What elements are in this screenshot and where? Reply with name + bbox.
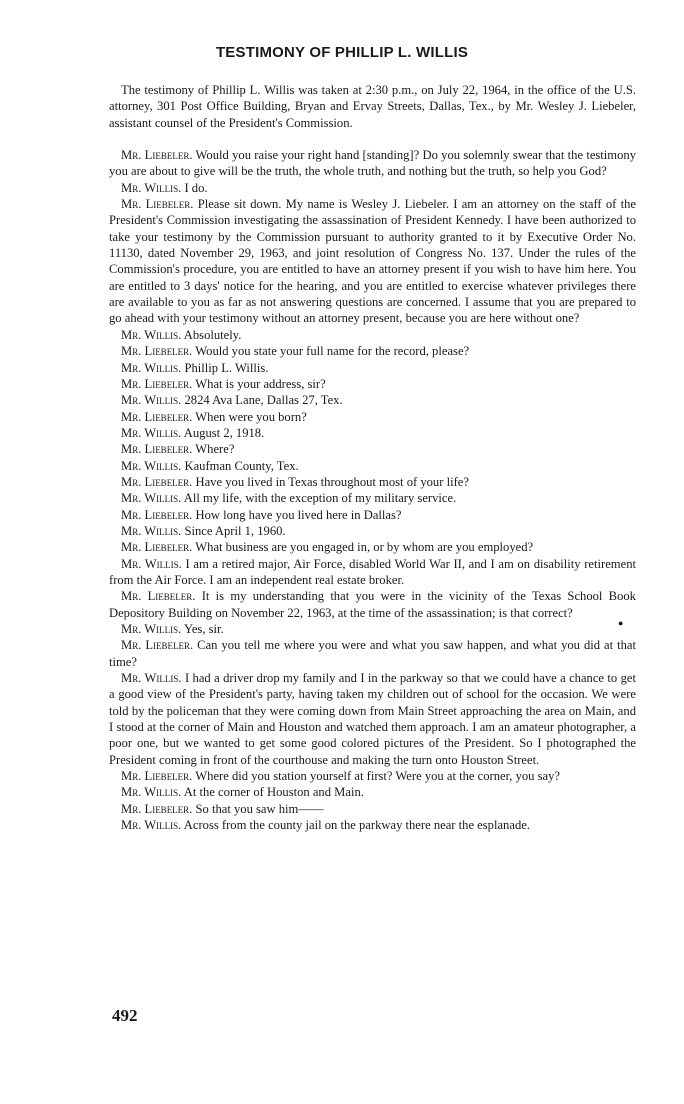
speaker-label: Mr. Liebeler. [121,589,196,604]
stray-mark: ● [618,618,624,628]
testimony-paragraph [109,670,636,768]
testimony-paragraph [109,392,636,408]
testimony-paragraph [109,441,636,457]
testimony-paragraph [109,343,636,359]
testimony-paragraph [109,425,636,441]
speaker-label: Mr. Willis. [121,327,182,342]
testimony-paragraph [109,147,636,180]
testimony-text: So that you saw him—— [195,801,324,816]
page-number: 492 [112,1006,138,1025]
testimony-paragraph [109,556,636,589]
testimony-paragraph [109,458,636,474]
testimony-text: Where? [195,442,235,457]
testimony-text: What is your address, sir? [195,376,326,391]
speaker-label: Mr. Liebeler. [121,197,194,212]
testimony-text: Would you state your full name for the record, please? [195,344,470,359]
speaker-label: Mr. Liebeler. [121,801,193,816]
testimony-paragraph [109,490,636,506]
testimony-text: Can you tell me where you were and what you saw happen, and what you did at that time? [109,638,636,669]
speaker-label: Mr. Liebeler. [121,148,193,163]
testimony-paragraph [109,817,636,833]
intro-paragraph: The testimony of Phillip L. Willis was taken at 2:30 p.m., on July 22, 1964, in the office of the U.S. attorney, 301 Post Office Building, Bryan and Ervay Streets, Dallas, Tex., by Mr. Wesley J. Liebeler, assistant counsel of the President's Commission. [109,83,636,130]
speaker-label: Mr. Willis. [121,523,182,538]
page-title: TESTIMONY OF PHILLIP L. WILLIS [215,44,469,61]
testimony-text: Would you raise your right hand [standing]? Do you solemnly swear that the testimony you are about to give will be the truth, the whole truth, and nothing but the truth, so help you God? [109,148,636,179]
testimony-text: When were you born? [195,409,307,424]
speaker-label: Mr. Liebeler. [121,474,193,489]
testimony-text: Yes, sir. [184,622,224,636]
speaker-label: Mr. Liebeler. [121,409,193,424]
testimony-paragraph [109,588,636,621]
testimony-body [109,82,636,833]
speaker-label: Mr. Willis. [121,458,182,473]
testimony-text: At the corner of Houston and Main. [183,785,364,800]
speaker-label: Mr. Willis. [121,671,182,686]
testimony-text: I had a driver drop my family and I in the parkway so that we could have a chance to get a good view of the President's party, having taken my children out of school for the occasion. We were told by the policeman that they were coming down from Main Street approaching the area on Main, and I stood at the corner of Main and Houston and watched them approach. I am an amateur photographer, a poor one, but we wanted to get some good colored pictures of the President. So I photographed the President coming in front of the courthouse and making the turn onto Houston Street. [109,671,636,767]
speaker-label: Mr. Willis. [121,180,182,195]
testimony-text: Please sit down. My name is Wesley J. Liebeler. I am an attorney on the staff of the President's Commission investigating the assassination of President Kennedy. I have been authorized to take your testimony by the Commission pursuant to authority granted to it by Executive Order No. 11130, dated November 29, 1963, and joint resolution of Congress No. 137. Under the rules of the Commission's procedure, you are entitled to have an attorney present if you wish to have him here. You are entitled to 3 days' notice for the hearing, and you are entitled to exercise whatever privileges there are available to you as far as not answering questions are concerned. I assume that you are prepared to go ahead with your testimony without an attorney present, because you are here without one? [109,197,636,326]
testimony-paragraph [109,523,636,539]
testimony-paragraph [109,539,636,555]
testimony-text: What business are you engaged in, or by whom are you employed? [195,540,534,555]
speaker-label: Mr. Liebeler. [121,638,194,653]
speaker-label: Mr. Liebeler. [121,769,193,784]
testimony-text: Kaufman County, Tex. [184,458,299,473]
testimony-text: August 2, 1918. [183,425,265,440]
exchange-list [109,147,636,833]
testimony-paragraph [109,801,636,817]
testimony-paragraph [109,768,636,784]
testimony-text: I do. [184,180,208,195]
speaker-label: Mr. Willis. [121,785,182,800]
testimony-text: All my life, with the exception of my military service. [183,491,457,506]
speaker-label: Mr. Willis. [121,393,182,408]
speaker-label: Mr. Liebeler. [121,344,193,359]
speaker-label: Mr. Willis. [121,556,182,571]
testimony-paragraph [109,327,636,343]
testimony-paragraph [109,621,636,637]
testimony-text: Where did you station yourself at first? Were you at the corner, you say? [195,769,561,784]
testimony-text: I am a retired major, Air Force, disabled World War II, and I am on disability retirement from the Air Force. I am an independent real estate broker. [109,556,636,587]
testimony-paragraph [109,474,636,490]
testimony-text: 2824 Ava Lane, Dallas 27, Tex. [184,393,343,408]
speaker-label: Mr. Willis. [121,818,182,833]
testimony-text: Have you lived in Texas throughout most of your life? [195,474,469,489]
testimony-text: How long have you lived here in Dallas? [195,507,402,522]
testimony-paragraph [109,376,636,392]
speaker-label: Mr. Willis. [121,360,182,375]
speaker-label: Mr. Liebeler. [121,442,193,457]
testimony-text: Absolutely. [183,327,242,342]
testimony-paragraph [109,196,636,327]
testimony-paragraph [109,784,636,800]
speaker-label: Mr. Willis. [121,491,182,506]
testimony-paragraph [109,360,636,376]
testimony-text: Across from the county jail on the parkway there near the esplanade. [183,818,530,833]
testimony-text: Phillip L. Willis. [184,360,269,375]
testimony-paragraph [109,409,636,425]
testimony-paragraph [109,507,636,523]
speaker-label: Mr. Liebeler. [121,540,193,555]
testimony-paragraph [109,180,636,196]
testimony-text: Since April 1, 1960. [184,523,286,538]
speaker-label: Mr. Liebeler. [121,507,193,522]
testimony-paragraph [109,637,636,670]
speaker-label: Mr. Willis. [121,425,182,440]
speaker-label: Mr. Willis. [121,622,182,636]
speaker-label: Mr. Liebeler. [121,376,193,391]
testimony-text: It is my understanding that you were in the vicinity of the Texas School Book Depository Building on November 22, 1963, at the time of the assassination; is that correct? [109,589,636,620]
